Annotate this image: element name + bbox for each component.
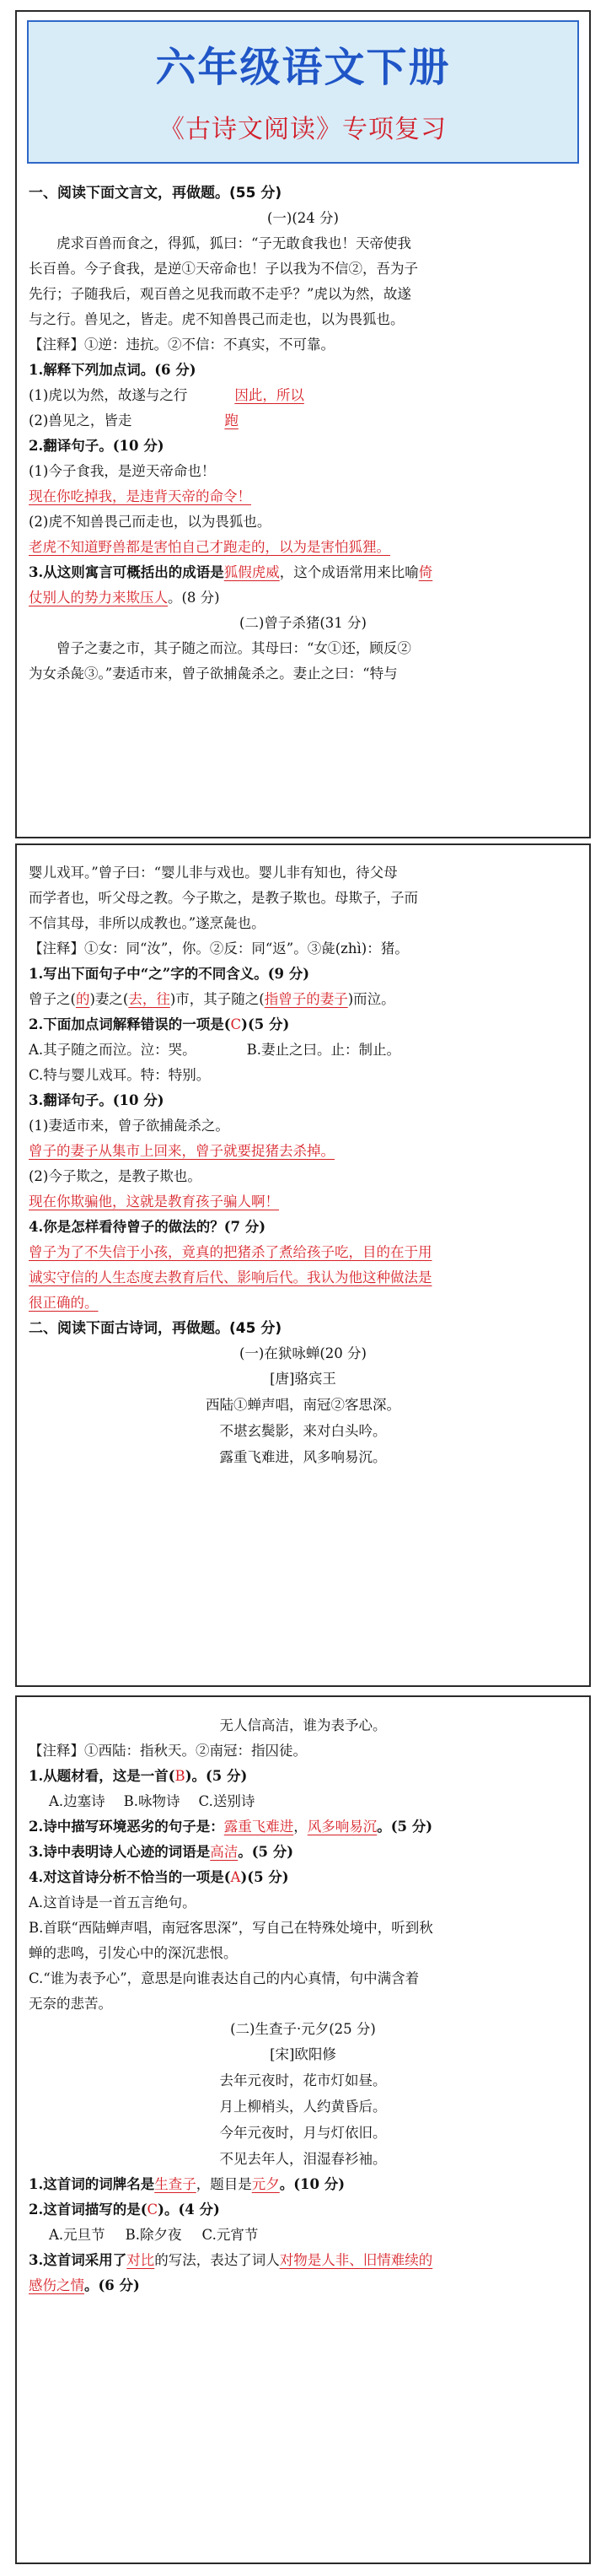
question-4-3: 3.这首词采用了对比的写法，表达了词人对物是人非、旧情难续的 (29, 2252, 433, 2268)
question-1-2a: (1)今子食我，是逆天帝命也！ (29, 463, 216, 479)
poem-2-line: 月上柳梢头，人约黄昏后。 (219, 2099, 387, 2115)
answer: 诚实守信的人生态度去教育后代、影响后代。我认为他这种做法是 (29, 1269, 432, 1285)
passage-2-line: 为女杀彘③。”妻适市来，曾子欲捕彘杀之。妻止之曰：“特与 (29, 666, 398, 682)
answer: 感伤之情 (29, 2277, 84, 2293)
question-1-3: 3.从这则寓言可概括出的成语是狐假虎威，这个成语常用来比喻倚 (29, 564, 433, 580)
question-2-2: 2.下面加点词解释错误的一项是(C)(5 分) (29, 1016, 290, 1032)
passage-1-line: 虎求百兽而食之，得狐，狐曰：“子无敢食我也！天帝使我 (56, 235, 411, 251)
question-2-4: 4.你是怎样看待曾子的做法的？(7 分) (29, 1219, 266, 1235)
poem-1-title: (一)在狱咏蝉(20 分) (239, 1345, 367, 1361)
answer: 的 (75, 991, 90, 1007)
passage-2-note: 【注释】①女：同“汝”，你。②反：同“返”。③彘(zhì)：猪。 (29, 940, 409, 957)
answer: 对物是人非、旧情难续的 (279, 2252, 433, 2268)
question-1-1a: (1)虎以为然，故遂与之行 因此，所以 (29, 387, 304, 403)
question-2-2-options: A.其子随之而泣。泣：哭。 B.妻止之曰。止：制止。 (29, 1042, 401, 1058)
question-1-1: 1.解释下列加点词。(6 分) (29, 362, 196, 378)
question-3-1: 1.从题材看，这是一首(B)。(5 分) (29, 1768, 248, 1784)
passage-1-line: 长百兽。今子食我，是逆①天帝命也！子以我为不信②，吾为子 (29, 261, 418, 277)
question-2-3: 3.翻译句子。(10 分) (29, 1092, 164, 1108)
answer: 指曾子的妻子 (264, 991, 348, 1007)
question-3-2: 2.诗中描写环境恶劣的句子是：露重飞难进，风多响易沉。(5 分) (29, 1819, 433, 1835)
question-2-3b: (2)今子欺之，是教子欺也。 (29, 1168, 201, 1184)
question-3-4-option-a: A.这首诗是一首五言绝句。 (29, 1894, 196, 1910)
answer: 老虎不知道野兽都是害怕自己才跑走的，以为是害怕狐狸。 (29, 539, 390, 555)
poem-2-author: [宋]欧阳修 (270, 2046, 336, 2062)
answer: 仗别人的势力来欺压人 (29, 590, 168, 606)
question-1-2: 2.翻译句子。(10 分) (29, 438, 164, 454)
answer: 元夕 (251, 2176, 280, 2192)
question-2-2-option-c: C.特与婴儿戏耳。特：特别。 (29, 1067, 211, 1083)
question-2-3a: (1)妻适市来，曾子欲捕彘杀之。 (29, 1118, 229, 1134)
answer: 因此，所以 (234, 387, 304, 403)
question-3-4-option-b-cont: 蝉的悲鸣，引发心中的深沉悲恨。 (29, 1945, 238, 1961)
question-2-1: 1.写出下面句子中“之”字的不同含义。(9 分) (29, 966, 310, 982)
question-4-2-options: A.元旦节 B.除夕夜 C.元宵节 (49, 2227, 259, 2243)
poem-2-line: 去年元夜时，花市灯如昼。 (219, 2072, 387, 2088)
question-4-3-cont: 感伤之情。(6 分) (29, 2277, 140, 2293)
question-1-3-cont: 仗别人的势力来欺压人。(8 分) (29, 590, 220, 606)
answer: 很正确的。 (29, 1295, 99, 1311)
answer: 倚 (418, 564, 433, 580)
question-1-1b: (2)兽见之，皆走 跑 (29, 412, 239, 428)
answer: 对比 (126, 2252, 155, 2268)
section-1-heading: 一、阅读下面文言文，再做题。(55 分) (29, 185, 282, 202)
poem-1-line: 不堪玄鬓影，来对白头吟。 (219, 1423, 387, 1439)
question-3-1-options: A.边塞诗 B.咏物诗 C.送别诗 (49, 1793, 255, 1809)
page-3 (15, 1695, 591, 2564)
poem-2-line: 今年元夜时，月与灯依旧。 (219, 2125, 387, 2141)
passage-2-line: 婴儿戏耳。”曾子曰：“婴儿非与戏也。婴儿非有知也，待父母 (29, 865, 398, 881)
question-3-4-option-c-cont: 无奈的悲苦。 (29, 1996, 112, 2012)
question-4-2: 2.这首词描写的是(C)。(4 分) (29, 2201, 220, 2218)
page-1 (15, 10, 591, 838)
answer: 现在你吃掉我，是违背天帝的命令！ (29, 488, 251, 504)
section-2-heading: 二、阅读下面古诗词，再做题。(45 分) (29, 1320, 282, 1337)
poem-2-title: (二)生查子·元夕(25 分) (230, 2021, 376, 2037)
question-3-3: 3.诗中表明诗人心迹的词语是高洁。(5 分) (29, 1844, 294, 1860)
passage-1-line: 与之行。兽见之，皆走。虎不知兽畏己而走也，以为畏狐也。 (29, 311, 405, 327)
passage-2-title: (二)曾子杀猪(31 分) (239, 615, 367, 631)
answer: B (174, 1768, 185, 1784)
answer: A (230, 1869, 241, 1885)
answer: 风多响易沉 (307, 1819, 378, 1835)
poem-1-line: 露重飞难进，风多响易沉。 (219, 1449, 387, 1465)
answer: 曾子的妻子从集市上回来，曾子就要捉猪去杀掉。 (29, 1143, 335, 1159)
answer: 高洁 (210, 1844, 239, 1860)
poem-1-note: 【注释】①西陆：指秋天。②南冠：指囚徒。 (29, 1743, 307, 1759)
question-3-4: 4.对这首诗分析不恰当的一项是(A)(5 分) (29, 1869, 289, 1885)
page-title: 六年级语文下册 (155, 44, 451, 91)
passage-1-line: 先行；子随我后，观百兽之见我而敢不走乎？”虎以为然，故遂 (29, 286, 411, 302)
answer: 生查子 (154, 2176, 196, 2192)
answer: 狐假虎威 (223, 564, 280, 580)
answer: C (147, 2201, 158, 2218)
poem-1-author: [唐]骆宾王 (270, 1371, 336, 1387)
passage-2-line: 曾子之妻之市，其子随之而泣。其母曰：“女①还，顾反② (56, 640, 411, 656)
title-banner (27, 20, 579, 164)
passage-1-title: (一)(24 分) (267, 210, 339, 226)
passage-2-line: 而学者也，听父母之教。今子欺之，是教子欺也。母欺子，子而 (29, 890, 418, 906)
answer: C (230, 1016, 242, 1032)
passage-2-line: 不信其母，非所以成教也。”遂烹彘也。 (29, 915, 265, 931)
answer: 跑 (224, 412, 239, 428)
poem-1-line: 西陆①蝉声唱，南冠②客思深。 (206, 1397, 400, 1413)
answer: 露重飞难进 (223, 1819, 294, 1835)
question-4-1: 1.这首词的词牌名是生查子，题目是元夕。(10 分) (29, 2176, 346, 2192)
poem-2-line: 不见去年人，泪湿春衫袖。 (219, 2151, 387, 2167)
answer: 现在你欺骗他，这就是教育孩子骗人啊！ (29, 1194, 279, 1210)
question-2-1-sentence: 曾子之(的)妻之(去，往)市，其子随之(指曾子的妻子)而泣。 (29, 991, 395, 1007)
answer: 曾子为了不失信于小孩，竟真的把猪杀了煮给孩子吃，目的在于用 (29, 1244, 432, 1260)
page-subtitle: 《古诗文阅读》专项复习 (159, 115, 447, 144)
passage-1-note: 【注释】①逆：违抗。②不信：不真实，不可靠。 (29, 337, 335, 353)
page-2 (15, 843, 591, 1687)
question-3-4-option-b: B.首联“西陆蝉声唱，南冠客思深”，写自己在特殊处境中，听到秋 (29, 1920, 433, 1936)
answer: 去，往 (128, 991, 170, 1007)
question-1-2b: (2)虎不知兽畏己而走也，以为畏狐也。 (29, 514, 271, 530)
question-3-4-option-c: C.“谁为表予心”，意思是向谁表达自己的内心真情，句中满含着 (29, 1970, 420, 1986)
poem-1-line: 无人信高洁，谁为表予心。 (219, 1717, 387, 1733)
